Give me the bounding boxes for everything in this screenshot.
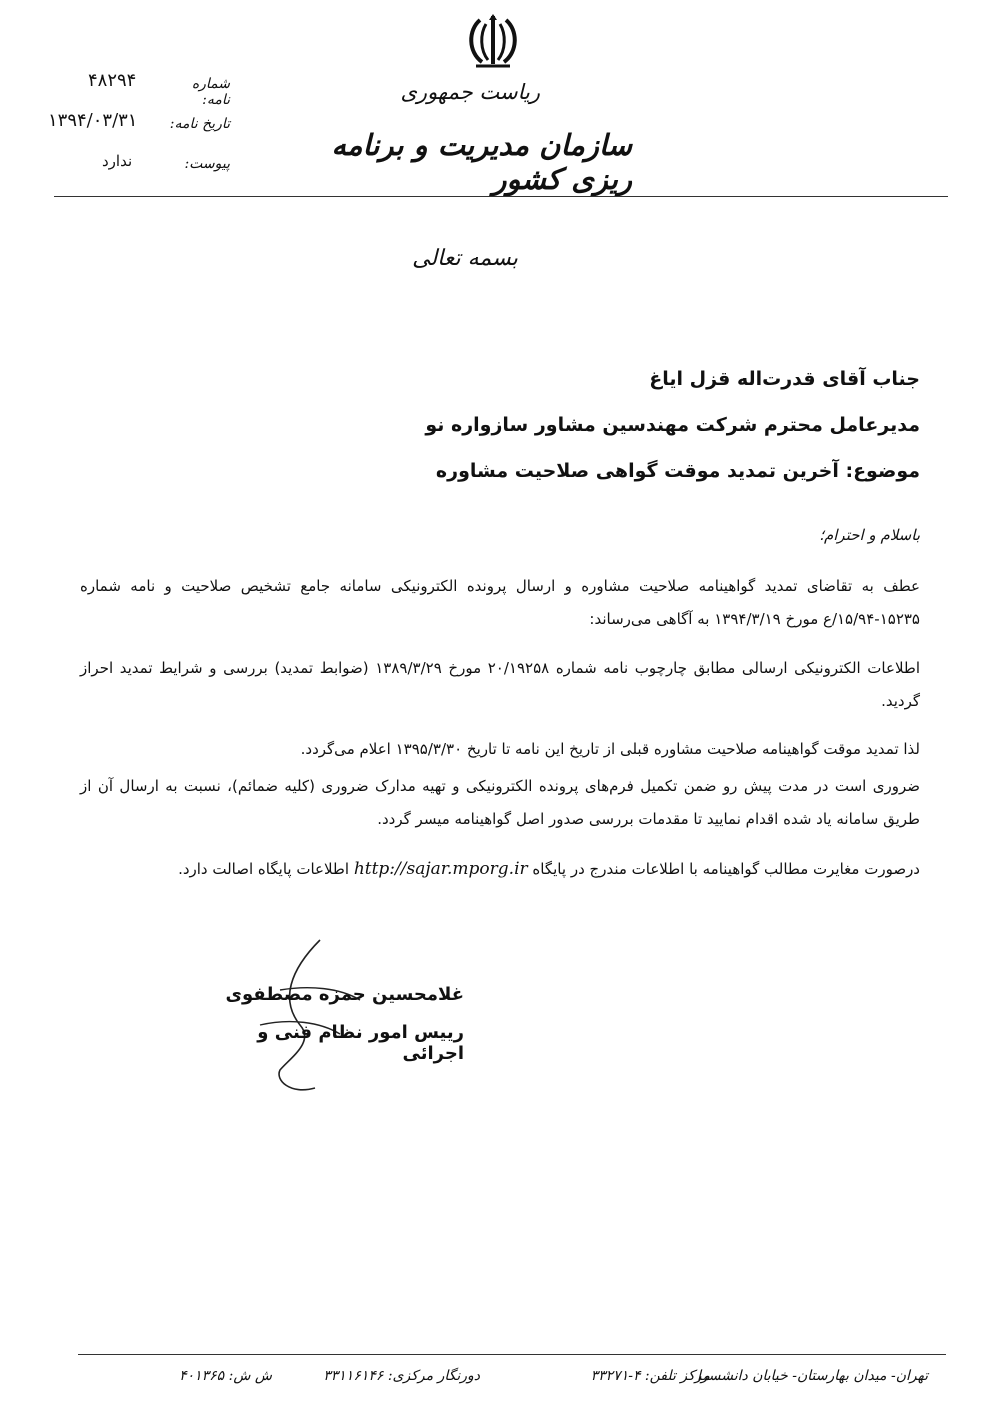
paragraph-5-end: اطلاعات پایگاه اصالت دارد. bbox=[178, 860, 350, 878]
emblem-icon bbox=[462, 14, 524, 70]
body-paragraph-4: ضروری است در مدت پیش رو ضمن تکمیل فرم‌های پرونده الکترونیکی و تهیه مدارک ضروری (کلیه ضمائم)، نسبت به ارسال آن از طریق سامانه یاد شده اقدام نمایید تا مقدمات بررسی صدور اصل گواهینامه میسر گردد. bbox=[80, 777, 920, 828]
body-paragraph-3: لذا تمدید موقت گواهینامه صلاحیت مشاوره قبلی از تاریخ این نامه تا تاریخ ۱۳۹۵/۳/۳۰ اعلام می‌گردد. bbox=[300, 740, 920, 758]
body-paragraph-2: اطلاعات الکترونیکی ارسالی مطابق چارچوب نامه شماره ۲۰/۱۹۲۵۸ مورخ ۱۳۸۹/۳/۲۹ (ضوابط تمدید) بررسی و شرایط تمدید احراز گردید. bbox=[80, 659, 920, 710]
header-divider bbox=[54, 196, 948, 197]
letter-date-label: تاریخ نامه: bbox=[169, 116, 230, 132]
org-line-2: سازمان مدیریت و برنامه ریزی کشور bbox=[331, 128, 632, 196]
footer-postal: ش ش: ۴۰۱۳۶۵ bbox=[179, 1368, 272, 1384]
recipient-name: جناب آقای قدرت‌اله قزل ایاغ bbox=[649, 368, 920, 390]
body-paragraph-1: عطف به تقاضای تمدید گواهینامه صلاحیت مشاوره و ارسال پرونده الکترونیکی سامانه جامع تشخیص صلاحیت و نامه شماره ۱۵۲۳۵-۱۵/۹۴/ع مورخ ۱۳۹۴/۳/۱۹ به آگاهی می‌رساند: bbox=[80, 577, 920, 628]
subject-line: موضوع: آخرین تمدید موقت گواهی صلاحیت مشاوره bbox=[435, 460, 920, 482]
handwritten-signature bbox=[220, 930, 380, 1100]
footer-fax: دورنگار مرکزی: ۳۳۱۱۶۱۴۶ bbox=[323, 1368, 480, 1384]
greeting: باسلام و احترام؛ bbox=[819, 526, 920, 544]
letter-date-value: ۱۳۹۴/۰۳/۳۱ bbox=[48, 110, 138, 131]
footer-divider bbox=[78, 1354, 946, 1355]
paragraph-5-start: درصورت مغایرت مطالب گواهینامه با اطلاعات مندرج در پایگاه bbox=[532, 860, 920, 878]
sajar-link[interactable]: http://sajar.mporg.ir bbox=[353, 859, 528, 879]
letter-number-value: ۴۸۲۹۴ bbox=[88, 70, 137, 91]
signatory-name: غلامحسین حمزه مصطفوی bbox=[225, 984, 464, 1005]
basmala: بسمه تعالی bbox=[412, 246, 518, 271]
letter-number-label: شماره نامه: bbox=[191, 76, 230, 108]
body-paragraph-5 bbox=[80, 853, 920, 886]
attachment-label: پیوست: bbox=[184, 156, 230, 172]
signatory-title: رییس امور نظام فنی و اجرائی bbox=[257, 1022, 464, 1064]
attachment-value: ندارد bbox=[102, 152, 133, 170]
footer-phone: مرکز تلفن: ۴-۳۳۲۷۱ bbox=[590, 1368, 710, 1384]
footer-address: تهران- میدان بهارستان- خیابان دانشسرا bbox=[697, 1368, 928, 1384]
recipient-title: مدیرعامل محترم شرکت مهندسین مشاور سازواره نو bbox=[425, 414, 920, 436]
org-line-1: ریاست جمهوری bbox=[400, 80, 540, 104]
